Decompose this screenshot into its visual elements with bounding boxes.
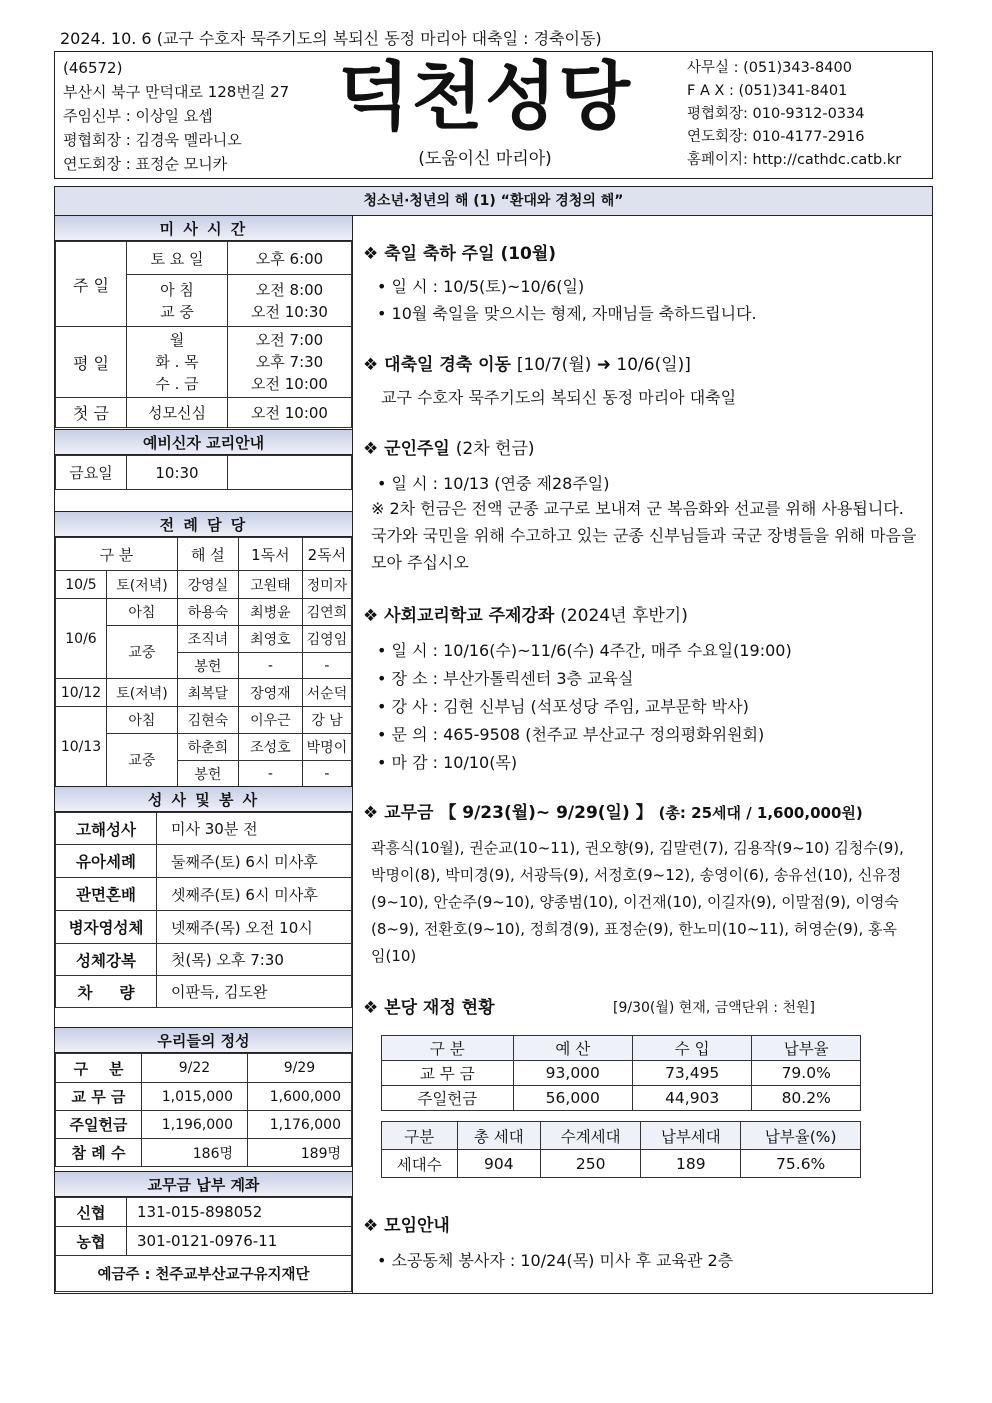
row-reading2: - <box>302 653 351 679</box>
fin-cell: 교 무 금 <box>382 1061 514 1086</box>
fin-cell: 93,000 <box>513 1061 632 1086</box>
sat-label: 토 요 일 <box>127 242 228 275</box>
s4-line3: • 강 사 : 김현 신부님 (석포성당 주임, 교부문학 박사) <box>377 697 749 716</box>
s7-title: ❖ 모임안내 <box>363 1216 450 1236</box>
bank-name: 농협 <box>56 1227 127 1256</box>
sacrament-name: 병자영성체 <box>56 911 157 944</box>
s4-title-row <box>363 601 688 626</box>
address: 부산시 북구 만덕대로 128번길 27 <box>63 83 290 101</box>
hh-col: 수계세대 <box>541 1122 641 1150</box>
household-table <box>381 1121 861 1178</box>
fin-cell: 79.0% <box>752 1061 861 1086</box>
fin-cell: 80.2% <box>752 1086 861 1111</box>
hh-col: 총 세대 <box>457 1122 541 1150</box>
row-date: 10/12 <box>56 679 107 707</box>
pastor: 주임신부 : 이상일 요셉 <box>63 107 213 125</box>
s4-line1: • 일 시 : 10/16(수)~11/6(수) 4주간, 매주 수요일(19:00) <box>377 641 792 660</box>
s3-sub: (2차 헌금) <box>455 439 535 459</box>
offering-value: 189명 <box>248 1139 352 1167</box>
row-commentary: 봉헌 <box>177 761 238 787</box>
row-reading2: 김영임 <box>302 626 351 653</box>
finance-table <box>381 1035 861 1111</box>
s2-sub: [10/7(월) ➜ 10/6(일)] <box>516 355 691 375</box>
s4-sub: (2024년 후반기) <box>560 606 688 626</box>
row-commentary: 하용숙 <box>177 599 238 626</box>
offering-value: 1,600,000 <box>248 1083 352 1111</box>
s3-title: ❖ 군인주일 <box>363 439 450 459</box>
offerings-table <box>55 1053 352 1167</box>
tuethu-label: 화 . 목 <box>155 353 199 371</box>
s4-line5: • 마 감 : 10/10(목) <box>377 753 518 772</box>
parish-subtitle: (도움이신 마리아) <box>418 149 552 169</box>
liturgy-table <box>55 537 352 787</box>
sacrament-time: 넷째주(목) 오전 10시 <box>157 911 352 944</box>
empty-cell <box>228 456 352 490</box>
tuethu-time: 오후 7:30 <box>255 353 324 371</box>
sacrament-name: 차 량 <box>56 976 157 1008</box>
row-commentary: 조직녀 <box>177 626 238 653</box>
sacrament-time: 미사 30분 전 <box>157 813 352 845</box>
s3-note: ※ 2차 헌금은 전액 군종 교구로 보내져 군 복음화와 선교를 위해 사용됩니다. 국가와 국민을 위해 수고하고 있는 군종 신부님들과 국군 장병들을 위해 마음을 모아 주십시오 <box>371 499 917 572</box>
s4-line4: • 문 의 : 465-9508 (천주교 부산교구 정의평화위원회) <box>377 725 765 744</box>
mass-table <box>55 241 352 428</box>
fax: F A X : (051)341-8401 <box>687 83 848 99</box>
first-fri-name: 성모신심 <box>127 398 228 428</box>
s1-line2: • 10월 축일을 맞으시는 형제, 자매님들 축하드립니다. <box>377 304 757 323</box>
main-box <box>54 186 933 1294</box>
s2-title: ❖ 대축일 경축 이동 <box>363 355 511 375</box>
fin-cell: 44,903 <box>633 1086 752 1111</box>
fin-col: 구 분 <box>382 1036 514 1061</box>
s4-title: ❖ 사회교리학교 주제강좌 <box>363 606 555 626</box>
row-type: 아침 <box>107 599 178 626</box>
fin-cell: 73,495 <box>633 1061 752 1086</box>
offerings-heading: 우리들의 정성 <box>55 1027 352 1053</box>
sat-time: 오후 6:00 <box>228 242 352 275</box>
accounts-table <box>55 1197 352 1292</box>
offerings-col-type: 구 분 <box>56 1054 142 1083</box>
s3-line1: • 일 시 : 10/13 (연중 제28주일) <box>377 474 610 493</box>
hh-col: 납부세대 <box>641 1122 741 1150</box>
row-reading1: - <box>238 761 302 787</box>
row-reading1: 장영재 <box>238 679 302 707</box>
hh-cell: 189 <box>641 1150 741 1178</box>
sunday-label: 주 일 <box>56 242 127 327</box>
row-reading1: - <box>238 653 302 679</box>
s5-title-row <box>363 798 863 823</box>
offerings-col-date2: 9/29 <box>248 1054 352 1083</box>
zip-code: (46572) <box>63 59 123 77</box>
sacrament-time: 둘째주(토) 6시 미사후 <box>157 845 352 878</box>
weekday-times <box>228 327 352 398</box>
sodality-head: 연도회장 : 표정순 모니카 <box>63 155 228 173</box>
sacraments-heading: 성 사 및 봉 사 <box>55 786 352 812</box>
s1-title: ❖ 축일 축하 주일 (10월) <box>363 244 557 264</box>
sunday-times <box>228 275 352 327</box>
council-head: 평협회장 : 김경욱 멜라니오 <box>63 131 242 149</box>
account-number: 301-0121-0976-11 <box>127 1227 352 1256</box>
liturgy-col-reading2: 2독서 <box>302 538 351 571</box>
s3-title-row <box>363 434 535 459</box>
bulletin-header <box>54 51 933 179</box>
year-banner: 청소년·청년의 해 (1) “환대와 경청의 해” <box>55 187 932 216</box>
s2-line1: 교구 수호자 묵주기도의 복되신 동정 마리아 대축일 <box>381 388 737 407</box>
row-reading2: 박명이 <box>302 734 351 761</box>
row-type: 교중 <box>107 734 178 787</box>
catechumen-day: 금요일 <box>56 456 127 490</box>
row-commentary: 최복달 <box>177 679 238 707</box>
offerings-col-date1: 9/22 <box>142 1054 248 1083</box>
first-fri-time: 오전 10:00 <box>228 398 352 428</box>
sacrament-name: 성체강복 <box>56 944 157 976</box>
s5-title: ❖ 교무금 【 9/23(월)~ 9/29(일) 】 <box>363 803 653 823</box>
liturgy-heading: 전 례 담 당 <box>55 511 352 537</box>
hh-cell: 세대수 <box>382 1150 458 1178</box>
liturgy-col-commentary: 해 설 <box>177 538 238 571</box>
fin-col: 납부율 <box>752 1036 861 1061</box>
row-type: 교중 <box>107 626 178 679</box>
offering-value: 1,176,000 <box>248 1111 352 1139</box>
offering-value: 1,015,000 <box>142 1083 248 1111</box>
hh-cell: 250 <box>541 1150 641 1178</box>
row-reading1: 조성호 <box>238 734 302 761</box>
sacrament-time: 첫(목) 오후 7:30 <box>157 944 352 976</box>
sacrament-time: 셋째주(토) 6시 미사후 <box>157 878 352 911</box>
mon-time: 오전 7:00 <box>255 331 324 349</box>
first-fri-label: 첫 금 <box>56 398 127 428</box>
row-reading2: 서순덕 <box>302 679 351 707</box>
homepage[interactable]: 홈페이지: http://cathdc.catb.kr <box>687 152 902 168</box>
row-date: 10/13 <box>56 707 107 787</box>
offering-value: 186명 <box>142 1139 248 1167</box>
s5-sub: (총: 25세대 / 1,600,000원) <box>658 804 863 822</box>
offering-label: 참 례 수 <box>56 1139 142 1167</box>
left-column <box>55 215 353 1293</box>
fin-col: 예 산 <box>513 1036 632 1061</box>
row-type: 토(저녁) <box>107 679 178 707</box>
row-type: 아침 <box>107 707 178 734</box>
sodality-phone: 연도회장: 010-4177-2916 <box>687 129 865 145</box>
morning-time: 오전 8:00 <box>255 280 324 299</box>
hh-cell: 904 <box>457 1150 541 1178</box>
row-reading2: 강 남 <box>302 707 351 734</box>
sacrament-time: 이판득, 김도완 <box>157 976 352 1008</box>
row-commentary: 하춘희 <box>177 734 238 761</box>
hh-col: 구분 <box>382 1122 458 1150</box>
morning-label: 아 침 <box>160 280 194 299</box>
row-date: 10/5 <box>56 571 107 599</box>
parish-title: 덕천성당 <box>338 54 632 140</box>
sacrament-name: 관면혼배 <box>56 878 157 911</box>
row-reading1: 최영호 <box>238 626 302 653</box>
s1-line1: • 일 시 : 10/5(토)~10/6(일) <box>377 277 585 296</box>
fin-cell: 주일헌금 <box>382 1086 514 1111</box>
mass-heading: 미 사 시 간 <box>55 215 352 241</box>
accounts-heading: 교무금 납부 계좌 <box>55 1171 352 1197</box>
s2-title-row <box>363 350 691 375</box>
weekday-label: 평 일 <box>56 327 127 398</box>
fin-col: 수 입 <box>633 1036 752 1061</box>
s4-line2: • 장 소 : 부산가톨릭센터 3층 교육실 <box>377 669 634 688</box>
row-commentary: 봉헌 <box>177 653 238 679</box>
s6-title: ❖ 본당 재정 현황 <box>363 998 495 1018</box>
joint-time: 오전 10:30 <box>251 302 328 321</box>
bank-name: 신협 <box>56 1198 127 1227</box>
joint-label: 교 중 <box>160 302 194 321</box>
sacraments-table <box>55 812 352 1008</box>
row-commentary: 김현숙 <box>177 707 238 734</box>
s7-line1: • 소공동체 봉사자 : 10/24(목) 미사 후 교육관 2층 <box>377 1251 734 1270</box>
wedfri-label: 수 . 금 <box>155 375 199 393</box>
row-commentary: 강영실 <box>177 571 238 599</box>
catechumen-time: 10:30 <box>127 456 228 490</box>
row-reading2: - <box>302 761 351 787</box>
row-reading1: 고원태 <box>238 571 302 599</box>
row-reading2: 김연희 <box>302 599 351 626</box>
row-reading2: 정미자 <box>302 571 351 599</box>
sunday-masses <box>127 275 228 327</box>
liturgy-col-type: 구 분 <box>56 538 178 571</box>
offering-label: 주일헌금 <box>56 1111 142 1139</box>
s5-names: 곽흥식(10월), 권순교(10~11), 권오향(9), 김말련(7), 김용작(9~10) 김청수(9), 박명이(8), 박미경(9), 서광득(9), 서정호(9~12), 송영이(6), 송유선(10), 신유정(9~10), 안순주(9~10), 양종범(10), 이건재(10), 이길자(9), 이말점(9), 이영숙(8~9), 전환호(9~10), 정희경(9), 표정순(9), 한노미(10~11), 허영순(9), 홍옥임(10) <box>371 839 904 965</box>
fin-cell: 56,000 <box>513 1086 632 1111</box>
mon-label: 월 <box>169 331 185 349</box>
wedfri-time: 오전 10:00 <box>251 375 328 393</box>
offering-value: 1,196,000 <box>142 1111 248 1139</box>
row-reading1: 이우근 <box>238 707 302 734</box>
date-line: 2024. 10. 6 (교구 수호자 묵주기도의 복되신 동정 마리아 대축일 : 경축이동) <box>60 29 602 48</box>
sacrament-name: 고해성사 <box>56 813 157 845</box>
catechumen-heading: 예비신자 교리안내 <box>55 429 352 455</box>
row-reading1: 최병윤 <box>238 599 302 626</box>
council-phone: 평협회장: 010-9312-0334 <box>687 106 865 122</box>
s6-note: [9/30(월) 현재, 금액단위 : 천원] <box>613 1000 815 1016</box>
account-holder: 예금주 : 천주교부산교구유지재단 <box>56 1256 352 1292</box>
hh-col: 납부율(%) <box>741 1122 861 1150</box>
sacrament-name: 유아세례 <box>56 845 157 878</box>
office-phone: 사무실 : (051)343-8400 <box>687 60 852 76</box>
account-number: 131-015-898052 <box>127 1198 352 1227</box>
liturgy-col-reading1: 1독서 <box>238 538 302 571</box>
offering-label: 교 무 금 <box>56 1083 142 1111</box>
weekday-days <box>127 327 228 398</box>
hh-cell: 75.6% <box>741 1150 861 1178</box>
row-type: 토(저녁) <box>107 571 178 599</box>
catechumen-table <box>55 455 352 490</box>
row-date: 10/6 <box>56 599 107 679</box>
